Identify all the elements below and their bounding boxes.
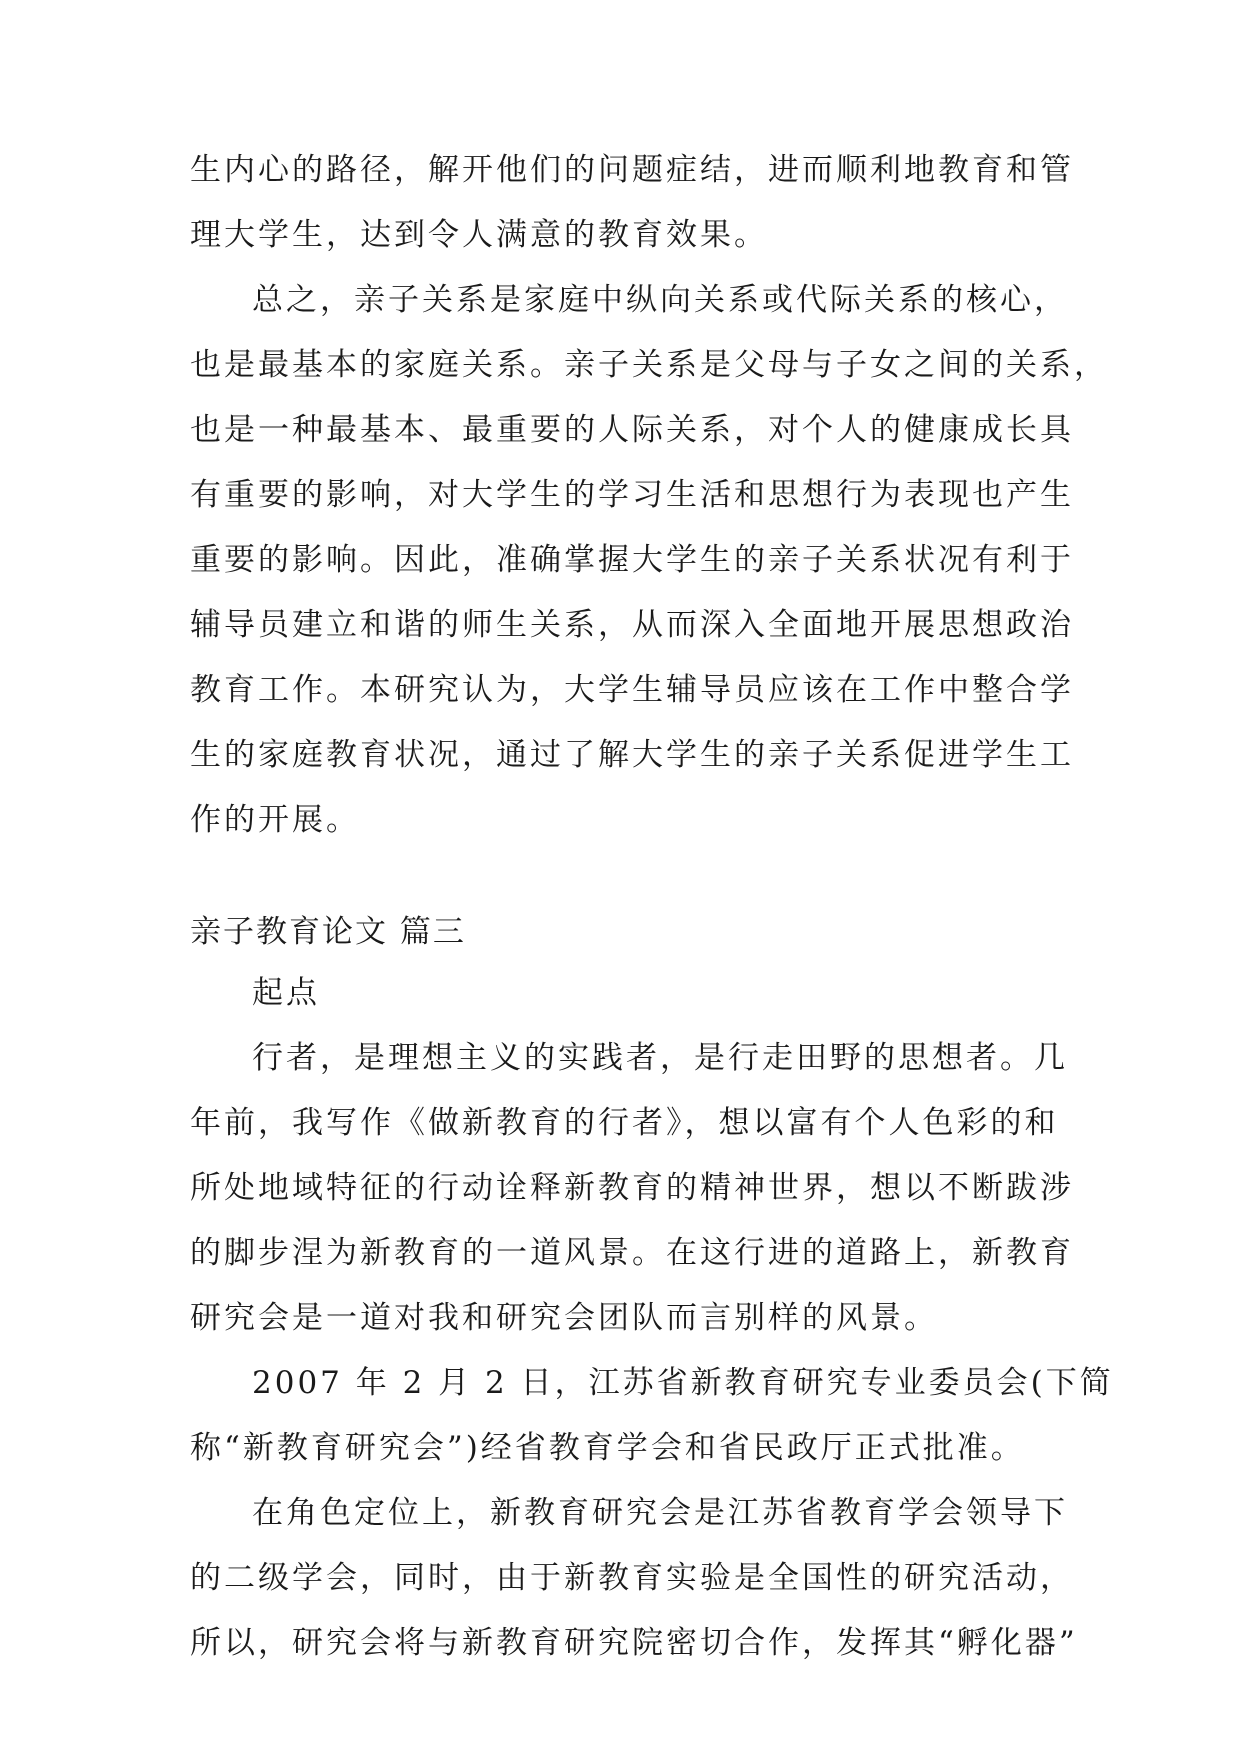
section-heading: 亲子教育论文 篇三 <box>190 914 466 950</box>
paragraph-line: 的脚步涅为新教育的一道风景。在这行进的道路上，新教育 <box>190 1235 1074 1271</box>
section-subheading: 起点 <box>252 975 320 1011</box>
paragraph-line: 称“新教育研究会”)经省教育学会和省民政厅正式批准。 <box>190 1430 1025 1466</box>
paragraph-line: 也是最基本的家庭关系。亲子关系是父母与子女之间的关系， <box>190 347 1108 383</box>
paragraph-line: 理大学生，达到令人满意的教育效果。 <box>190 217 768 253</box>
paragraph-line: 所以，研究会将与新教育研究院密切合作，发挥其“孵化器” <box>190 1625 1078 1661</box>
paragraph-line: 重要的影响。因此，准确掌握大学生的亲子关系状况有利于 <box>190 542 1074 578</box>
paragraph-line: 在角色定位上，新教育研究会是江苏省教育学会领导下 <box>252 1495 1068 1531</box>
paragraph-line: 的二级学会，同时，由于新教育实验是全国性的研究活动， <box>190 1560 1074 1596</box>
paragraph-line: 生内心的路径，解开他们的问题症结，进而顺利地教育和管 <box>190 152 1074 188</box>
paragraph-line: 作的开展。 <box>190 802 360 838</box>
paragraph-line: 2007 年 2 月 2 日，江苏省新教育研究专业委员会(下简 <box>252 1365 1114 1401</box>
paragraph-line: 行者，是理想主义的实践者，是行走田野的思想者。几 <box>252 1040 1068 1076</box>
paragraph-line: 年前，我写作《做新教育的行者》，想以富有个人色彩的和 <box>190 1105 1059 1141</box>
paragraph-line: 研究会是一道对我和研究会团队而言别样的风景。 <box>190 1300 938 1336</box>
paragraph-line: 也是一种最基本、最重要的人际关系，对个人的健康成长具 <box>190 412 1074 448</box>
paragraph-line: 教育工作。本研究认为，大学生辅导员应该在工作中整合学 <box>190 672 1074 708</box>
paragraph-line: 辅导员建立和谐的师生关系，从而深入全面地开展思想政治 <box>190 607 1074 643</box>
paragraph-line: 生的家庭教育状况，通过了解大学生的亲子关系促进学生工 <box>190 737 1074 773</box>
paragraph-line: 所处地域特征的行动诠释新教育的精神世界，想以不断跋涉 <box>190 1170 1074 1206</box>
paragraph-line: 总之，亲子关系是家庭中纵向关系或代际关系的核心， <box>252 282 1068 318</box>
paragraph-line: 有重要的影响，对大学生的学习生活和思想行为表现也产生 <box>190 477 1074 513</box>
